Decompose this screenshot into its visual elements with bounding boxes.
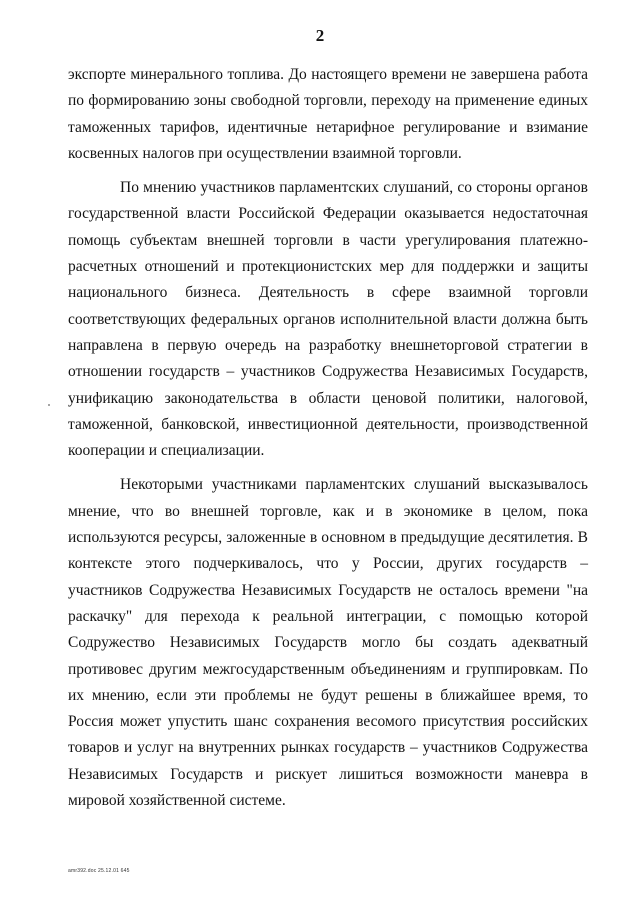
- paragraph-government-support: По мнению участников парламентских слушаний, со стороны органов государственной власти Российской Федерации оказывается недостаточная помощь субъектам внешней торговли в части урегулирования платежно-расчетных отношений и протекционистских мер для поддержки и защиты национального бизнеса. Деятельность в сфере взаимной торговли соответствующих федеральных органов исполнительной власти должна быть направлена в первую очередь на разработку внешнеторговой стратегии в отношении государств – участников Содружества Независимых Государств, унификацию законодательства в области ценовой политики, налоговой, таможенной, банковской, инвестиционной деятельности, производственной кооперации и специализации.: [68, 179, 588, 460]
- page-number: 2: [315, 26, 325, 45]
- footer-file-reference: amr392.doc 25.12.01 645: [68, 868, 130, 874]
- paragraph-integration-opinion: Некоторыми участниками парламентских слушаний высказывалось мнение, что во внешней торговле, как и в экономике в целом, пока используются ресурсы, заложенные в основном в предыдущие десятилетия. В контексте этого подчеркивалось, что у России, других государств – участников Содружества Независимых Государств не осталось времени "на раскачку" для перехода к реальной интеграции, с помощью которой Содружество Независимых Государств могло бы создать адекватный противовес другим межгосударственным объединениям и группировкам. По их мнению, если эти проблемы не будут решены в ближайшее время, то Россия может упустить шанс сохранения весомого присутствия российских товаров и услуг на внутренних рынках государств – участников Содружества Независимых Государств и рискует лишиться возможности маневра в мировой хозяйственной системе.: [68, 476, 588, 810]
- scan-speck: [48, 404, 50, 406]
- paragraph-continuation: экспорте минерального топлива. До настоящего времени не завершена работа по формированию зоны свободной торговли, переходу на применение единых таможенных тарифов, идентичные нетарифное регулирование и взимание косвенных налогов при осуществлении взаимной торговли.: [68, 66, 588, 162]
- document-body: [68, 62, 588, 814]
